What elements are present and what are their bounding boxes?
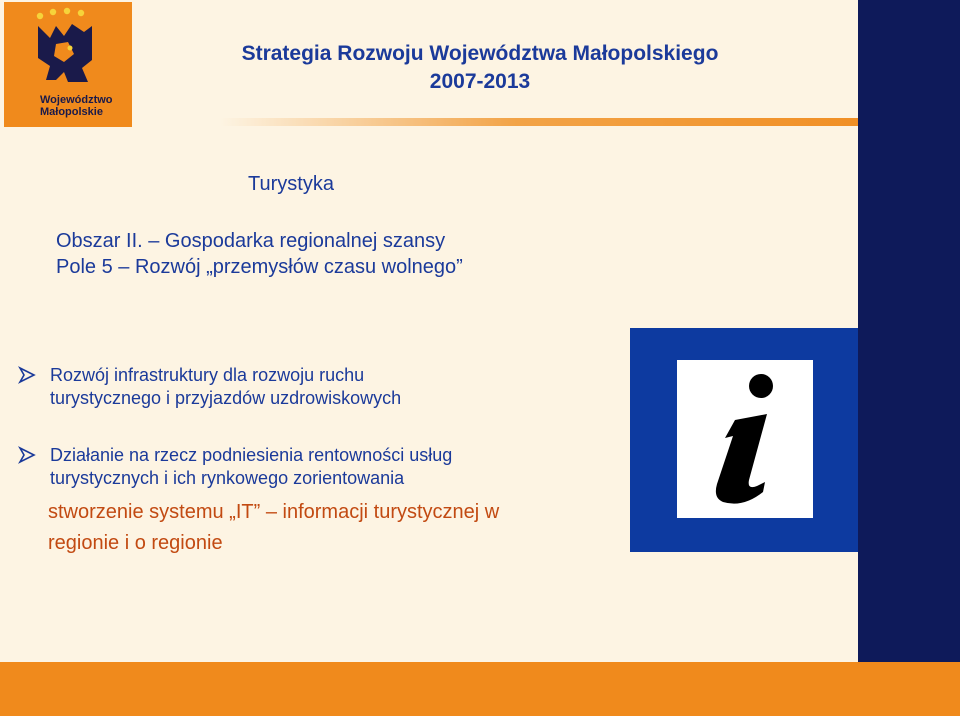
right-side-bar bbox=[858, 0, 960, 716]
title-line-1: Strategia Rozwoju Województwa Małopolskiego bbox=[241, 42, 719, 65]
title-line-2: 2007-2013 bbox=[429, 70, 531, 93]
logo-caption bbox=[40, 94, 130, 118]
information-icon bbox=[677, 360, 813, 518]
info-sign-face bbox=[677, 360, 813, 518]
highlight-line-1: stworzenie systemu „IT” – informacji turystycznej w bbox=[48, 501, 500, 523]
bullet-2-line-2: turystycznych i ich rynkowego zorientowania bbox=[50, 468, 405, 488]
logo-line-2: Małopolskie bbox=[40, 106, 103, 118]
bullet-1-line-2: turystycznego i przyjazdów uzdrowiskowych bbox=[50, 388, 402, 408]
bottom-band bbox=[0, 662, 960, 716]
section-title: Turystyka bbox=[248, 173, 334, 195]
area-heading: Obszar II. – Gospodarka regionalnej szansy bbox=[56, 230, 446, 252]
region-logo bbox=[4, 2, 132, 127]
header-divider bbox=[220, 118, 960, 126]
arrow-bullet-icon bbox=[18, 366, 38, 384]
arrow-bullet-icon bbox=[18, 446, 38, 464]
logo-line-1: Województwo bbox=[40, 94, 113, 106]
bullet-1-line-1: Rozwój infrastruktury dla rozwoju ruchu bbox=[50, 365, 365, 385]
highlight-line-2: regionie i o regionie bbox=[48, 532, 223, 554]
page-title bbox=[170, 40, 790, 96]
bullet-2-line-1: Działanie na rzecz podniesienia rentowności usług bbox=[50, 445, 453, 465]
field-heading: Pole 5 – Rozwój „przemysłów czasu wolnego” bbox=[56, 256, 463, 278]
